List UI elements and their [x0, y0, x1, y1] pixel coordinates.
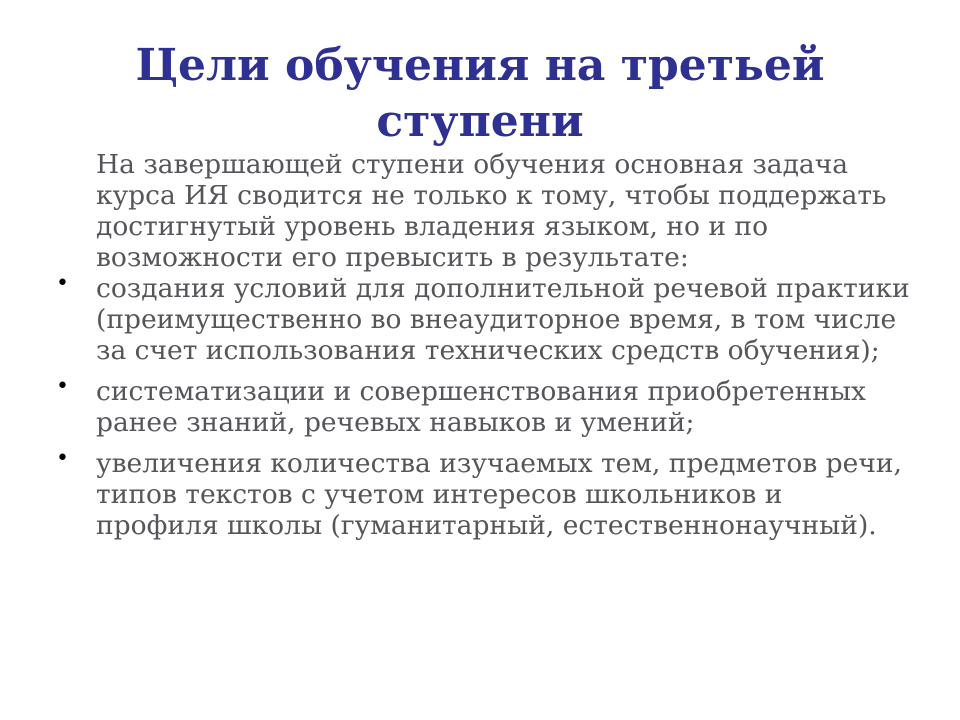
slide-title: Цели обучения на третьей ступени: [135, 40, 825, 147]
bullet-text: увеличения количества изучаемых тем, предметов речи, типов текстов с учетом интересов школьников и профиля школы (гуманитарный, естественнонаучный).: [96, 448, 902, 541]
bullet-icon: •: [56, 446, 69, 471]
bullet-item: [50, 273, 910, 366]
bullet-item: [50, 376, 910, 438]
slide-body: [50, 149, 910, 541]
bullet-list: [50, 273, 910, 541]
bullet-item: [50, 448, 910, 541]
bullet-text: систематизации и совершенствования приобретенных ранее знаний, речевых навыков и умений;: [96, 376, 867, 438]
bullet-text: создания условий для дополнительной речевой практики (преимущественно во внеаудиторное время, в том числе за счет использования технических средств обучения);: [96, 273, 910, 366]
bullet-icon: •: [56, 374, 69, 399]
intro-paragraph: На завершающей ступени обучения основная задача курса ИЯ сводится не только к тому, чтобы поддержать достигнутый уровень владения языком, но и по возможности его превысить в результате:: [96, 149, 887, 273]
bullet-icon: •: [56, 271, 69, 296]
